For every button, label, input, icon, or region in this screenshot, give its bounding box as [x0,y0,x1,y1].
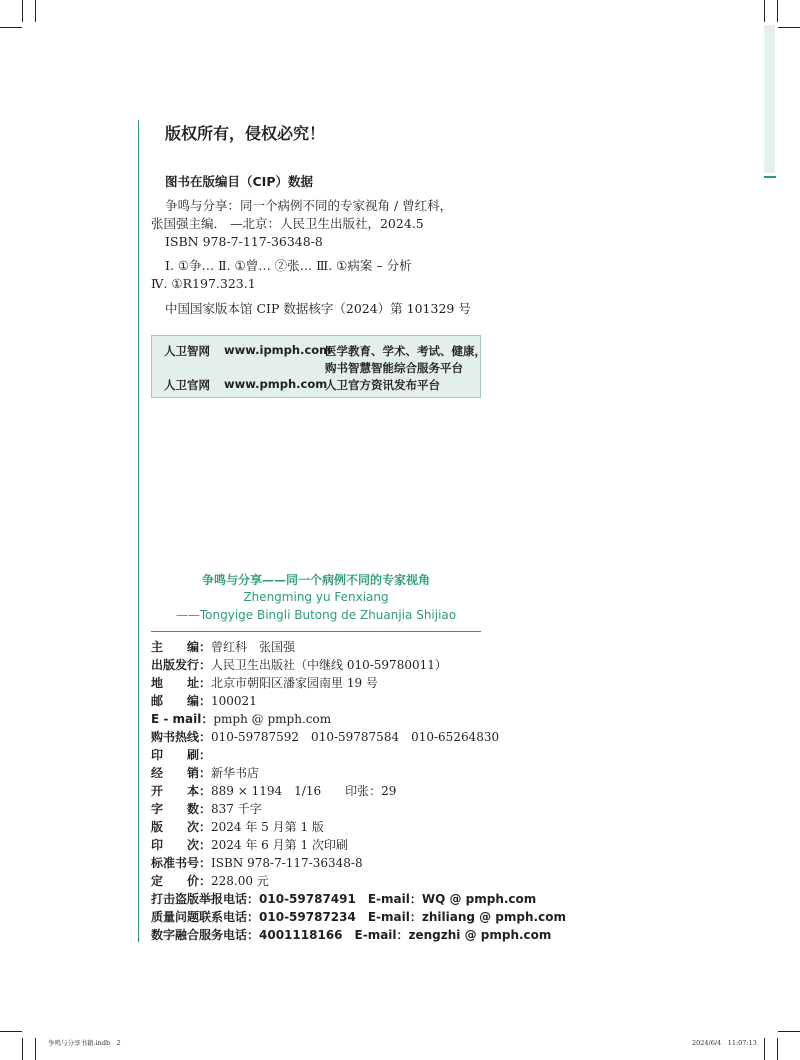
imprint-label: 出版发行： [151,658,212,672]
imprint-label: E - mail： [151,712,214,726]
cip-line: 张国强主编． —北京：人民卫生出版社，2024.5 [151,216,424,231]
promo-description: 购书智慧智能综合服务平台 [325,361,463,375]
promo-description: 人卫官方资讯发布平台 [325,378,440,392]
crop-mark [777,1038,778,1060]
imprint-row-hotline [151,730,499,745]
footer-file-name: 争鸣与分享书籍.indb 2 [48,1039,121,1047]
imprint-label: 地 址： [151,676,212,690]
crop-mark [778,27,800,28]
imprint-row-words [151,802,262,817]
promo-url[interactable]: www.pmph.com [224,377,328,391]
imprint-row-edition [151,820,324,835]
crop-mark [764,0,765,22]
crop-mark [35,0,36,22]
crop-mark [764,1038,765,1060]
side-tick-mark [764,176,776,178]
crop-mark [777,0,778,22]
imprint-label: 主 编： [151,640,212,654]
copyright-notice: 版权所有，侵权必究！ [165,124,326,143]
cip-line: ISBN 978-7-117-36348-8 [165,234,323,249]
crop-mark [35,1038,36,1060]
imprint-value: 837 千字 [211,802,262,816]
imprint-label: 版 次： [151,820,212,834]
imprint-row-price [151,874,269,889]
imprint-label: 邮 编： [151,694,212,708]
imprint-label: 经 销： [151,766,212,780]
crop-mark [22,1038,23,1060]
crop-mark [0,1031,22,1032]
imprint-row-printer [151,748,211,763]
side-thumb-tab [764,25,775,173]
cip-line: 中国国家版本馆 CIP 数据核字（2024）第 101329 号 [165,301,471,316]
publisher-promo-box [151,335,486,398]
imprint-value: 228.00 元 [211,874,269,888]
imprint-label: 质量问题联系电话： [151,910,260,924]
margin-rule [138,120,139,942]
imprint-row-email [151,712,331,727]
imprint-row-isbn [151,856,363,871]
crop-mark [778,1031,800,1032]
series-pinyin-1: Zhengming yu Fenxiang [243,590,389,604]
imprint-row-quality [151,910,566,925]
imprint-value[interactable]: pmph @ pmph.com [213,712,332,726]
imprint-row-editor [151,640,295,655]
promo-description: 医学教育、学术、考试、健康， [325,344,486,358]
promo-site-name: 人卫官网 [164,378,210,392]
imprint-value: 4001118166 E-mail：zengzhi @ pmph.com [259,928,552,942]
imprint-label: 数字融合服务电话： [151,928,260,942]
imprint-label: 定 价： [151,874,212,888]
imprint-label: 印 刷： [151,748,212,762]
imprint-value: 889 × 1194 1/16 印张：29 [211,784,397,798]
imprint-value: 2024 年 6 月第 1 次印刷 [211,838,348,852]
imprint-label: 开 本： [151,784,212,798]
imprint-row-printing [151,838,348,853]
imprint-value: ISBN 978-7-117-36348-8 [211,856,363,870]
promo-url[interactable]: www.ipmph.com [224,343,332,357]
imprint-value: 2024 年 5 月第 1 版 [211,820,324,834]
promo-site-name: 人卫智网 [164,344,210,358]
imprint-value: 新华书店 [211,766,260,780]
imprint-row-format [151,784,396,799]
imprint-row-digital [151,928,551,943]
imprint-label: 打击盗版举报电话： [151,892,260,906]
series-title: 争鸣与分享——同一个病例不同的专家视角 [201,573,430,587]
imprint-value: 010-59787234 E-mail：zhiliang @ pmph.com [259,910,566,924]
cip-line: Ⅰ. ①争… Ⅱ. ①曾… ②张… Ⅲ. ①病案 – 分析 [165,258,412,273]
imprint-row-distributor [151,766,259,781]
imprint-value: 曾红科 张国强 [211,640,296,654]
footer-timestamp: 2024/6/4 11:07:13 [692,1039,757,1047]
crop-mark [0,27,22,28]
imprint-value: 010-59787491 E-mail：WQ @ pmph.com [259,892,537,906]
imprint-value: 100021 [211,694,257,708]
cip-heading: 图书在版编目（CIP）数据 [165,174,313,189]
imprint-row-piracy [151,892,536,907]
imprint-row-postcode [151,694,257,709]
series-pinyin-2: ——Tongyige Bingli Butong de Zhuanjia Shijiao [175,608,457,622]
imprint-row-address [151,676,378,691]
imprint-label: 购书热线： [151,730,212,744]
cip-line: 争鸣与分享：同一个病例不同的专家视角 / 曾红科， [165,198,453,213]
imprint-value: 人民卫生出版社（中继线 010-59780011） [211,658,447,672]
imprint-divider [151,631,481,632]
imprint-label: 字 数： [151,802,212,816]
imprint-value: 010-59787592 010-59787584 010-65264830 [211,730,500,744]
cip-line: Ⅳ. ①R197.323.1 [151,276,256,291]
imprint-label: 印 次： [151,838,212,852]
crop-mark [22,0,23,22]
imprint-label: 标准书号： [151,856,212,870]
imprint-value: 北京市朝阳区潘家园南里 19 号 [211,676,378,690]
imprint-row-publisher [151,658,447,673]
